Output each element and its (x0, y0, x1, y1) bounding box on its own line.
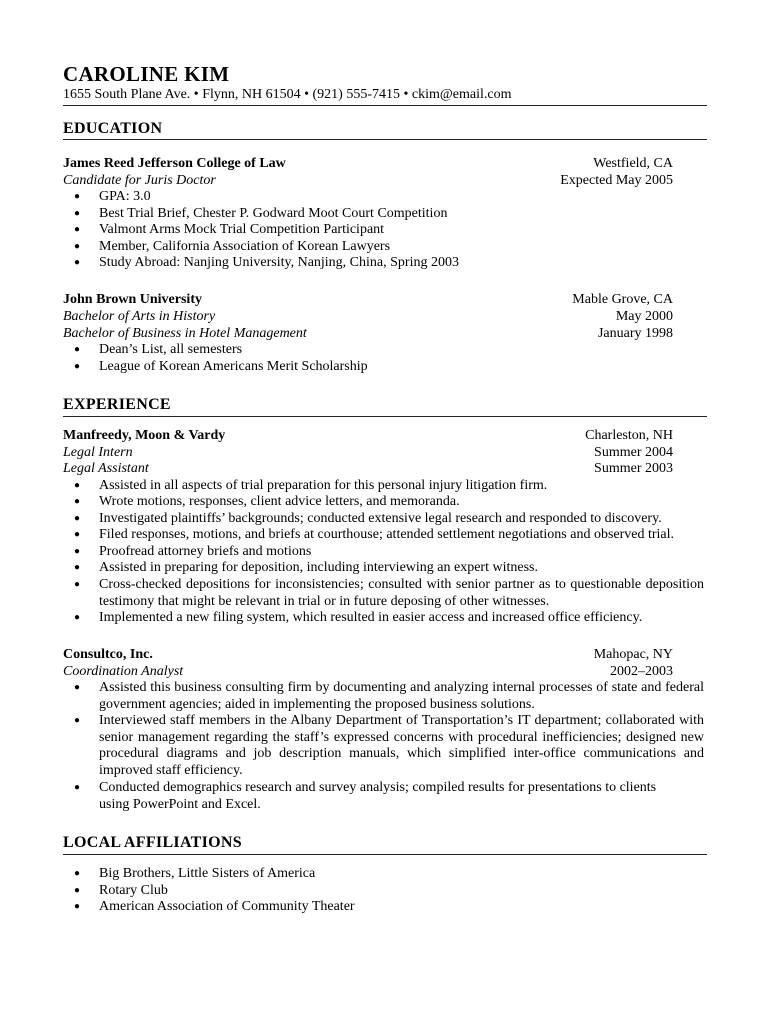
affiliations-divider (63, 854, 707, 855)
bullet-icon: ● (74, 682, 81, 693)
job-title: Coordination Analyst (63, 664, 184, 679)
list-item: Cross-checked depositions for inconsistencies; consulted with senior partner as to questionable deposition testimony that might be relevant in trial or in future deposing of other witnesses. (99, 577, 704, 609)
section-heading-education: EDUCATION (63, 120, 163, 137)
list-item: Assisted this business consulting firm by documenting and analyzing internal processes of state and federal government agencies; aided in implementing the proposed business solutions. (99, 680, 704, 712)
bullet-icon: ● (74, 480, 81, 491)
school-location: Mable Grove, CA (572, 292, 673, 307)
bullet-icon: ● (74, 715, 81, 726)
employer-name: Manfreedy, Moon & Vardy (63, 428, 226, 443)
job-title: Legal Intern (63, 445, 133, 460)
job-date: Summer 2003 (594, 461, 673, 476)
experience-divider (63, 416, 707, 417)
employer-name: Consultco, Inc. (63, 647, 153, 662)
bullet-icon: ● (74, 782, 81, 793)
list-item: Implemented a new filing system, which resulted in easier access and increased office efficiency. (99, 610, 643, 625)
bullet-icon: ● (74, 224, 81, 235)
bullet-icon: ● (74, 579, 81, 590)
bullet-icon: ● (74, 344, 81, 355)
bullet-icon: ● (74, 885, 81, 896)
list-item: Valmont Arms Mock Trial Competition Participant (99, 222, 385, 237)
header-divider (63, 105, 707, 106)
list-item: Study Abroad: Nanjing University, Nanjing, China, Spring 2003 (99, 255, 459, 270)
list-item: Assisted in all aspects of trial preparation for this personal injury litigation firm. (99, 478, 548, 493)
list-item: Best Trial Brief, Chester P. Godward Moot Court Competition (99, 206, 448, 221)
list-item: Interviewed staff members in the Albany Department of Transportation’s IT department; collaborated with senior management regarding the staff’s expressed concerns with procedural inefficiencies; designed new procedural diagrams and job description manuals, which simplified inter-office communications and improved staff efficiency. (99, 713, 704, 778)
section-heading-affiliations: LOCAL AFFILIATIONS (63, 834, 242, 851)
school-name: James Reed Jefferson College of Law (63, 156, 286, 171)
list-item: Wrote motions, responses, client advice letters, and memoranda. (99, 494, 460, 509)
bullet-icon: ● (74, 241, 81, 252)
section-heading-experience: EXPERIENCE (63, 396, 171, 413)
school-location: Westfield, CA (593, 156, 673, 171)
degree-date: Expected May 2005 (560, 173, 673, 188)
bullet-icon: ● (74, 529, 81, 540)
degree: Candidate for Juris Doctor (63, 173, 216, 188)
education-divider (63, 139, 707, 140)
bullet-icon: ● (74, 496, 81, 507)
list-item: Member, California Association of Korean Lawyers (99, 239, 391, 254)
degree-date: May 2000 (615, 309, 673, 324)
list-item: Rotary Club (99, 883, 168, 898)
bullet-icon: ● (74, 546, 81, 557)
employer-location: Charleston, NH (585, 428, 673, 443)
list-item: Dean’s List, all semesters (99, 342, 243, 357)
bullet-icon: ● (74, 257, 81, 268)
degree: Bachelor of Business in Hotel Management (63, 326, 307, 341)
bullet-icon: ● (74, 191, 81, 202)
employer-location: Mahopac, NY (593, 647, 673, 662)
school-name: John Brown University (63, 292, 202, 307)
list-item: Filed responses, motions, and briefs at courthouse; attended settlement negotiations and observed trial. (99, 527, 675, 542)
list-item: Proofread attorney briefs and motions (99, 544, 312, 559)
job-date: Summer 2004 (594, 445, 673, 460)
bullet-icon: ● (74, 612, 81, 623)
list-item: American Association of Community Theater (99, 899, 355, 914)
list-item: League of Korean Americans Merit Scholarship (99, 359, 368, 374)
resume-name: CAROLINE KIM (63, 62, 230, 86)
list-item: GPA: 3.0 (99, 189, 151, 204)
list-item: Investigated plaintiffs’ backgrounds; conducted extensive legal research and responded to discovery. (99, 511, 662, 526)
bullet-icon: ● (74, 361, 81, 372)
job-title: Legal Assistant (63, 461, 149, 476)
bullet-icon: ● (74, 868, 81, 879)
contact-info: 1655 South Plane Ave. • Flynn, NH 61504 • (921) 555-7415 • ckim@email.com (63, 87, 512, 102)
list-item: Conducted demographics research and survey analysis; compiled results for presentations to clients using PowerPoint and Excel. (99, 780, 657, 812)
list-item: Big Brothers, Little Sisters of America (99, 866, 316, 881)
degree-date: January 1998 (597, 326, 673, 341)
bullet-icon: ● (74, 513, 81, 524)
job-date: 2002–2003 (610, 664, 673, 679)
degree: Bachelor of Arts in History (63, 309, 216, 324)
bullet-icon: ● (74, 562, 81, 573)
list-item: Assisted in preparing for deposition, including interviewing an expert witness. (99, 560, 538, 575)
bullet-icon: ● (74, 208, 81, 219)
bullet-icon: ● (74, 901, 81, 912)
